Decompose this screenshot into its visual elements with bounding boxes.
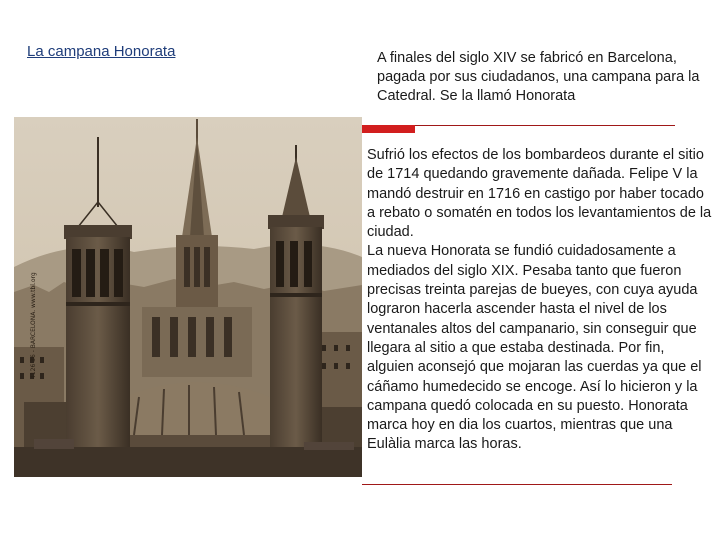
paragraph-2: La nueva Honorata se fundió cuidadosamente a mediados del siglo XIX. Pesaba tanto que fueron precisas treinta parejas de bueyes, con cuya ayuda lograron hacerla ascender hasta el nivel de los ventanales altos del campanario, sin conseguir que llegara al sitio a que estaba destinada. Por fin, alguien aconsejó que mojaran las cuerdas ya que el cáñamo humedecido se encoge. Así lo hicieron y la campana quedó colocada en su puesto. Honorata marca hoy en dia los cuartos, mientras que una Eulàlia marca las horas. [367, 243, 702, 453]
body-text [367, 146, 712, 455]
paragraph-1: Sufrió los efectos de los bombardeos durante el sitio de 1714 quedando gravemente dañada. Felipe V la mandó destruir en 1716 en castigo por haber tocado a rebato o somatén en todos los levantamientos de la ciudad. [367, 147, 712, 241]
cathedral-photo [14, 117, 362, 477]
photo-caption: 4126 36 - BARCELONA. www.tbl.org [30, 272, 37, 379]
intro-text: A finales del siglo XIV se fabricó en Barcelona, pagada por sus ciudadanos, una campana para la Catedral. Se la llamó Honorata [377, 50, 700, 104]
slide-title-link[interactable]: La campana Honorata [27, 43, 176, 60]
bottom-rule [362, 484, 672, 485]
cathedral-towers-illustration [14, 117, 362, 477]
red-accent-block [362, 125, 415, 133]
